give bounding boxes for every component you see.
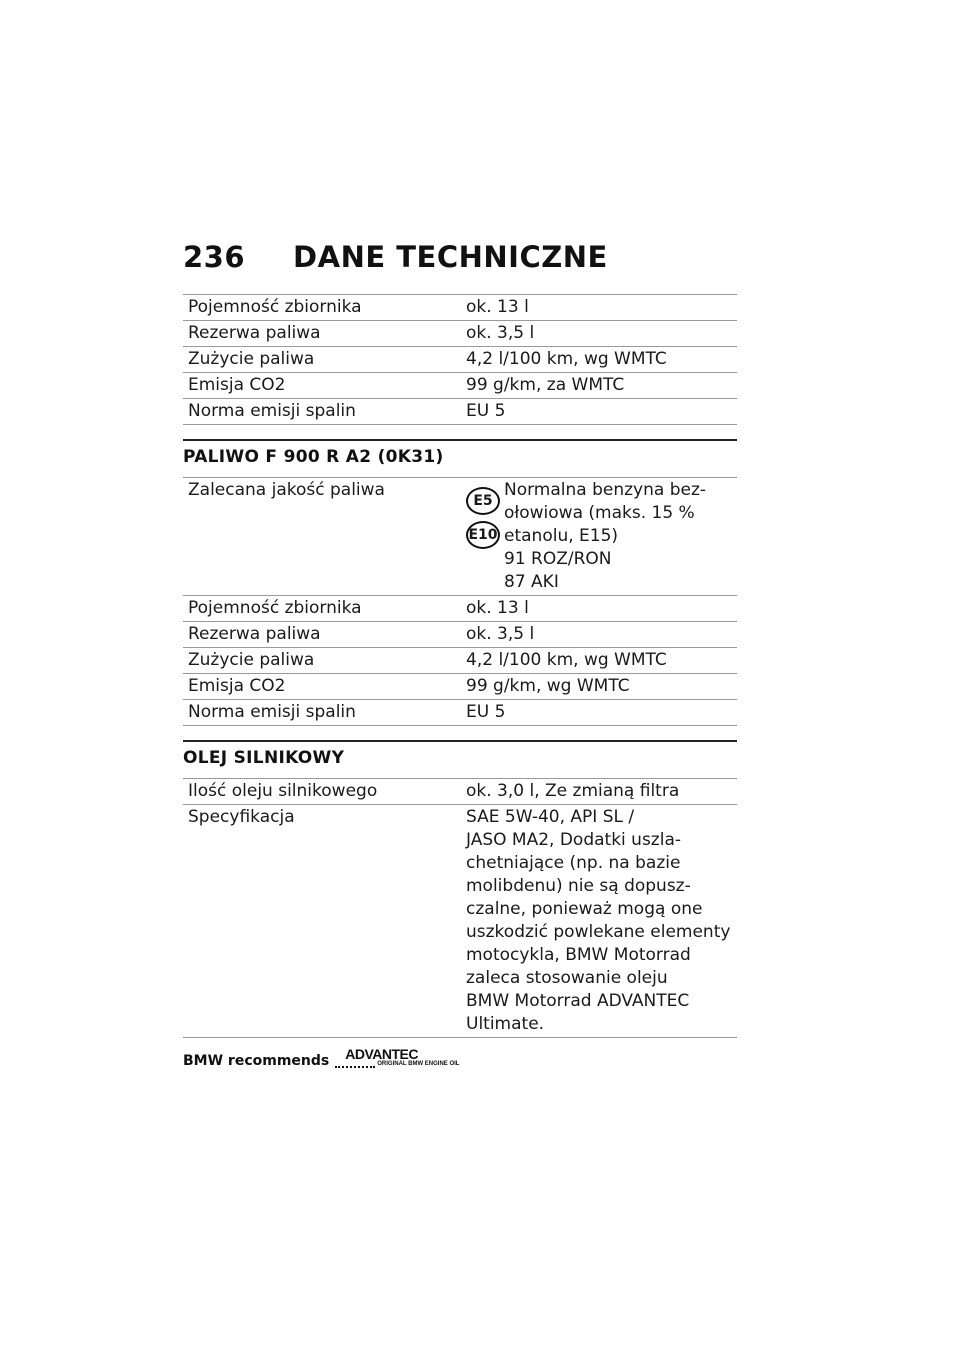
advantec-logo bbox=[335, 1048, 459, 1068]
row-label: Pojemność zbiornika bbox=[183, 596, 461, 622]
text-line: Normalna benzyna bez- bbox=[504, 480, 707, 500]
row-value: ok. 3,5 l bbox=[461, 622, 737, 648]
row-label: Specyfikacja bbox=[183, 805, 461, 1038]
table-row bbox=[183, 373, 737, 399]
page-title: DANE TECHNICZNE bbox=[293, 240, 608, 274]
table-row bbox=[183, 399, 737, 425]
table-row bbox=[183, 779, 737, 805]
row-value bbox=[461, 805, 737, 1038]
text-line: czalne, ponieważ mogą one bbox=[466, 899, 703, 919]
spec-table-fuel bbox=[183, 477, 737, 726]
recommends-text: BMW recommends bbox=[183, 1053, 330, 1069]
row-value: 99 g/km, wg WMTC bbox=[461, 674, 737, 700]
row-label: Emisja CO2 bbox=[183, 373, 461, 399]
row-value: ok. 13 l bbox=[461, 596, 737, 622]
table-row bbox=[183, 700, 737, 726]
text-line: molibdenu) nie są dopusz- bbox=[466, 876, 691, 896]
fuel-quality-text bbox=[504, 479, 706, 594]
text-line: Ultimate. bbox=[466, 1014, 545, 1034]
logo-tag: ORIGINAL BMW ENGINE OIL bbox=[377, 1061, 460, 1067]
logo-word: ADVANTEC bbox=[345, 1046, 418, 1062]
page-number: 236 bbox=[183, 240, 246, 274]
row-label: Emisja CO2 bbox=[183, 674, 461, 700]
row-value: EU 5 bbox=[461, 700, 737, 726]
row-value: ok. 3,5 l bbox=[461, 321, 737, 347]
content bbox=[183, 294, 737, 1069]
text-line: uszkodzić powlekane elementy bbox=[466, 922, 731, 942]
text-line: ołowiowa (maks. 15 % bbox=[504, 503, 695, 523]
row-value: 4,2 l/100 km, wg WMTC bbox=[461, 648, 737, 674]
footer-recommendation bbox=[183, 1048, 737, 1069]
row-value: 4,2 l/100 km, wg WMTC bbox=[461, 347, 737, 373]
table-row bbox=[183, 805, 737, 1038]
text-line: zaleca stosowanie oleju bbox=[466, 968, 668, 988]
row-value bbox=[461, 478, 737, 596]
spec-table-oil bbox=[183, 778, 737, 1038]
row-label: Rezerwa paliwa bbox=[183, 622, 461, 648]
table-row bbox=[183, 295, 737, 321]
section-title-fuel: PALIWO F 900 R A2 (0K31) bbox=[183, 439, 737, 477]
text-line: chetniające (np. na bazie bbox=[466, 853, 681, 873]
text-line: SAE 5W-40, API SL / bbox=[466, 807, 635, 827]
row-label: Zużycie paliwa bbox=[183, 347, 461, 373]
text-line: etanolu, E15) bbox=[504, 526, 619, 546]
text-line: 87 AKI bbox=[504, 572, 559, 592]
row-label: Norma emisji spalin bbox=[183, 399, 461, 425]
row-value: ok. 13 l bbox=[461, 295, 737, 321]
table-row bbox=[183, 321, 737, 347]
row-label: Pojemność zbiornika bbox=[183, 295, 461, 321]
table-row bbox=[183, 622, 737, 648]
table-row bbox=[183, 674, 737, 700]
table-row bbox=[183, 478, 737, 596]
table-row bbox=[183, 648, 737, 674]
section-title-oil: OLEJ SILNIKOWY bbox=[183, 740, 737, 778]
row-value: EU 5 bbox=[461, 399, 737, 425]
text-line: 91 ROZ/RON bbox=[504, 549, 612, 569]
e10-fuel-icon: E10 bbox=[466, 521, 500, 549]
row-value bbox=[461, 779, 737, 805]
row-label: Zużycie paliwa bbox=[183, 648, 461, 674]
table-row bbox=[183, 596, 737, 622]
row-label: Zalecana jakość paliwa bbox=[183, 478, 461, 596]
logo-dots-decoration bbox=[335, 1062, 375, 1068]
row-label: Ilość oleju silnikowego bbox=[183, 779, 461, 805]
table-row bbox=[183, 347, 737, 373]
row-label: Rezerwa paliwa bbox=[183, 321, 461, 347]
spec-table-general bbox=[183, 294, 737, 425]
text-line: JASO MA2, Dodatki uszla- bbox=[466, 830, 682, 850]
row-label: Norma emisji spalin bbox=[183, 700, 461, 726]
text-line: ok. 3,0 l, Ze zmianą filtra bbox=[466, 781, 680, 801]
page-header bbox=[183, 240, 608, 274]
text-line: BMW Motorrad ADVANTEC bbox=[466, 991, 690, 1011]
text-line: motocykla, BMW Motorrad bbox=[466, 945, 691, 965]
e5-fuel-icon: E5 bbox=[466, 487, 500, 515]
row-value: 99 g/km, za WMTC bbox=[461, 373, 737, 399]
